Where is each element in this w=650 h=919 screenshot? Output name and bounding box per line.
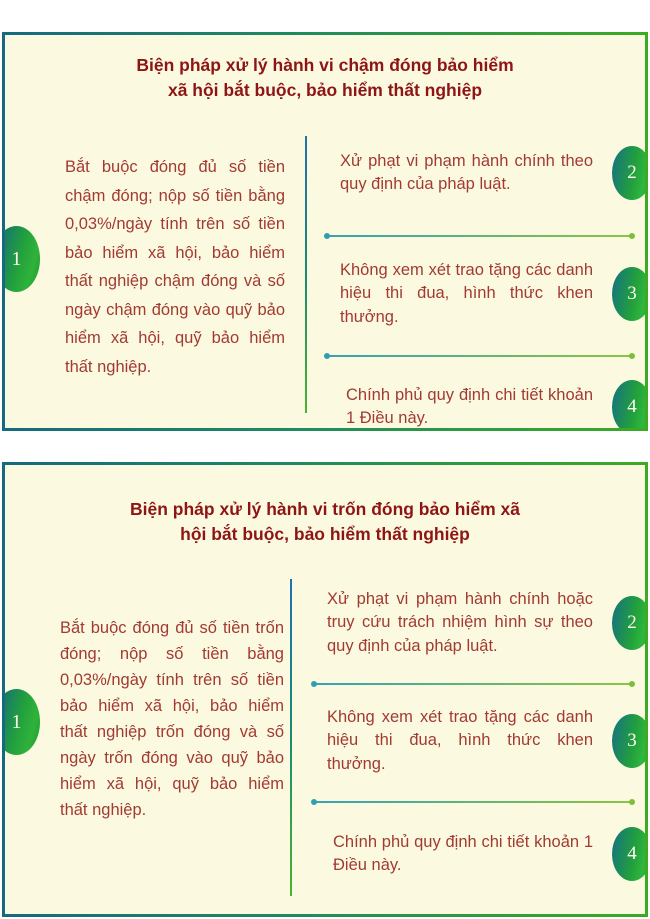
measure-text-primary: Bắt buộc đóng đủ số tiền trốn đóng; nộp số tiền bằng 0,03%/ngày tính trên số tiền bảo hiểm xã hội, bảo hiểm thất nghiệp trốn đóng và số ngày trốn đóng vào quỹ bảo hiểm xã hội, quỹ bảo hiểm thất nghiệp. [60, 619, 284, 819]
vertical-divider [290, 579, 292, 896]
measure-item [327, 697, 645, 785]
measure-text: Không xem xét trao tặng các danh hiệu thi đua, hình thức khen thưởng. [327, 707, 593, 773]
separator-endpoint-right [629, 353, 635, 359]
step-number: 4 [627, 396, 637, 417]
step-number: 2 [627, 162, 637, 183]
separator-endpoint-right [629, 799, 635, 805]
step-number-badge [612, 146, 648, 200]
measure-text: Chính phủ quy định chi tiết khoản 1 Điều này. [346, 385, 593, 427]
separator-endpoint-left [311, 681, 317, 687]
step-number-badge [612, 380, 648, 431]
dotted-separator [328, 355, 631, 357]
measure-item [340, 369, 645, 431]
measure-item [340, 249, 645, 339]
step-number-badge [2, 689, 40, 755]
step-number-badge [612, 267, 648, 321]
panel-title [5, 53, 645, 104]
measure-text: Không xem xét trao tặng các danh hiệu thi đua, hình thức khen thưởng. [340, 260, 593, 326]
separator-endpoint-left [324, 353, 330, 359]
measure-text: Xử phạt vi phạm hành chính theo quy định của pháp luật. [340, 151, 593, 193]
step-number: 1 [11, 247, 22, 270]
step-number: 3 [627, 283, 637, 304]
step-number: 2 [627, 612, 637, 633]
measure-list [340, 127, 645, 431]
measure-text: Xử phạt vi phạm hành chính hoặc truy cứu trách nhiệm hình sự theo quy định của pháp luật. [327, 589, 593, 655]
step-number: 3 [627, 730, 637, 751]
step-number-badge [612, 714, 648, 768]
measure-item [340, 127, 645, 219]
vertical-divider [305, 136, 307, 413]
measure-text-primary: Bắt buộc đóng đủ số tiền chậm đóng; nộp số tiền bằng 0,03%/ngày tính trên số tiền bảo hiểm xã hội, bảo hiểm thất nghiệp chậm đóng và số ngày chậm đóng vào quỹ bảo hiểm xã hội, quỹ bảo hiểm thất nghiệp. [65, 158, 285, 376]
separator-endpoint-right [629, 681, 635, 687]
step-number-badge [612, 827, 648, 881]
measure-list [327, 579, 645, 893]
step-number: 1 [11, 710, 22, 733]
dotted-separator [328, 235, 631, 237]
panel-evasion-measures [2, 462, 648, 917]
panel-title-line: xã hội bắt buộc, bảo hiểm thất nghiệp [167, 80, 483, 101]
separator-endpoint-right [629, 233, 635, 239]
panel-title-line: Biện pháp xử lý hành vi chậm đóng bảo hiểm [136, 55, 514, 75]
separator-endpoint-left [311, 799, 317, 805]
step-number: 4 [627, 843, 637, 864]
dotted-separator [315, 801, 631, 803]
panel-title [5, 497, 645, 548]
dotted-separator [315, 683, 631, 685]
measure-item [327, 815, 645, 893]
step-number-badge [612, 596, 648, 650]
panel-late-payment-measures [2, 32, 648, 431]
panel-title-line: Biện pháp xử lý hành vi trốn đóng bảo hiểm xã [130, 499, 520, 519]
separator-endpoint-left [324, 233, 330, 239]
measure-item [327, 579, 645, 667]
step-number-badge [2, 226, 40, 292]
panel-title-line: hội bắt buộc, bảo hiểm thất nghiệp [180, 524, 470, 545]
measure-text: Chính phủ quy định chi tiết khoản 1 Điều này. [333, 832, 593, 874]
